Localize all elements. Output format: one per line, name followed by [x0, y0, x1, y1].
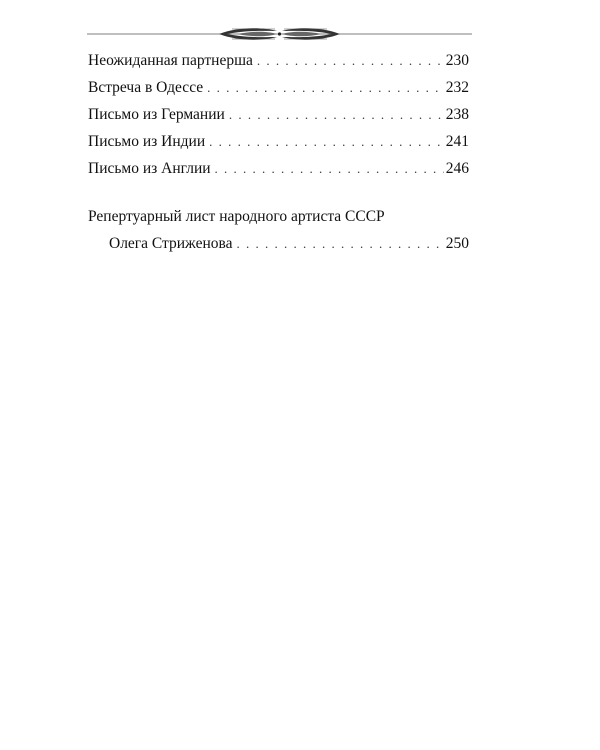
toc-entry-title: Письмо из Индии [88, 133, 206, 150]
toc-entry-title: Письмо из Англии [88, 160, 211, 177]
header-ornament [87, 24, 472, 44]
toc-dot-leader [215, 155, 444, 182]
toc-entry[interactable] [88, 101, 469, 128]
toc-entry-page: 241 [445, 133, 469, 150]
toc-entry-page: 232 [445, 79, 469, 96]
toc-appendix-title-continuation: Олега Стриженова [109, 235, 233, 252]
toc-dot-leader [237, 230, 444, 257]
toc-entry[interactable] [88, 74, 469, 101]
toc-entry[interactable] [88, 128, 469, 155]
toc-dot-leader [257, 47, 444, 74]
toc-entry-title: Неожиданная партнерша [88, 52, 253, 69]
toc-appendix-title-line[interactable]: Репертуарный лист народного артиста СССР [88, 208, 385, 225]
toc-entry-title: Встреча в Одессе [88, 79, 204, 96]
toc-dot-leader [207, 74, 444, 101]
toc-entry[interactable] [88, 47, 469, 74]
toc-entry-page: 230 [445, 52, 469, 69]
toc-entry-title: Письмо из Германии [88, 106, 225, 123]
table-of-contents [88, 47, 469, 257]
toc-entry[interactable] [88, 155, 469, 182]
toc-dot-leader [229, 101, 444, 128]
toc-appendix-page: 250 [445, 235, 469, 252]
toc-entry-page: 238 [445, 106, 469, 123]
toc-entry-page: 246 [445, 160, 469, 177]
toc-dot-leader [209, 128, 444, 155]
toc-appendix-entry[interactable] [88, 230, 469, 257]
